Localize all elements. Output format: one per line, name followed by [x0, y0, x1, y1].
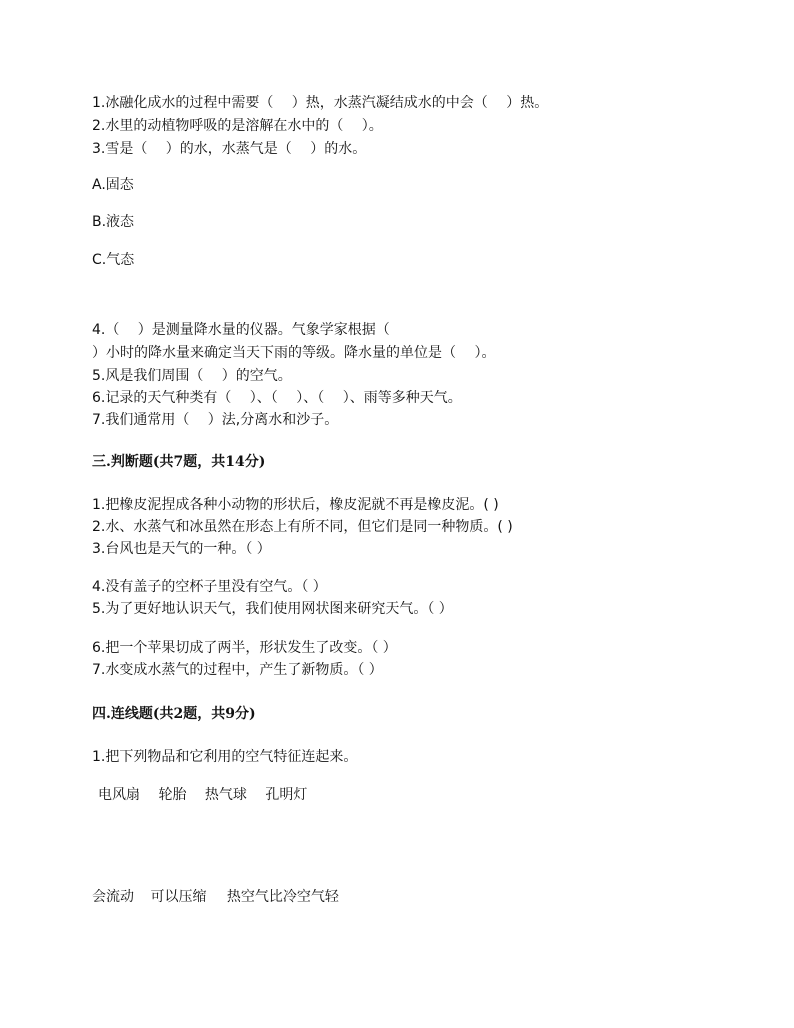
object-tire: 轮胎	[158, 787, 187, 803]
option-a: A.固态	[92, 177, 134, 193]
judge-item-5: 5.为了更好地认识天气，我们使用网状图来研究天气。（ ）	[92, 601, 453, 617]
object-kongming-lantern: 孔明灯	[265, 787, 308, 803]
question-4-continued: ）小时的降水量来确定当天下雨的等级。降水量的单位是（ ）。	[92, 345, 496, 361]
feature-flows: 会流动	[92, 889, 134, 905]
question-3-text: 3.雪是（ ）的水，水蒸气是（ ）的水。	[92, 141, 367, 157]
question-5-text: 5.风是我们周围（ ）的空气。	[92, 368, 292, 384]
option-c: C.气态	[92, 252, 135, 268]
matching-objects-row	[98, 786, 307, 804]
judge-item-7: 7.水变成水蒸气的过程中，产生了新物质。（ ）	[92, 662, 383, 678]
option-b: B.液态	[92, 214, 135, 230]
matching-features-row	[92, 888, 339, 906]
matching-question-1: 1.把下列物品和它利用的空气特征连起来。	[92, 749, 358, 765]
section-3-heading: 三.判断题(共7题，共14分)	[92, 454, 266, 470]
feature-hot-air-lighter: 热空气比冷空气轻	[226, 889, 339, 905]
object-hot-air-balloon: 热气球	[204, 787, 247, 803]
object-electric-fan: 电风扇	[98, 787, 140, 803]
judge-item-2: 2.水、水蒸气和冰虽然在形态上有所不同，但它们是同一种物质。( )	[92, 519, 513, 535]
question-2-text: 2.水里的动植物呼吸的是溶解在水中的（ ）。	[92, 118, 383, 134]
judge-item-6: 6.把一个苹果切成了两半，形状发生了改变。（ ）	[92, 640, 397, 656]
judge-item-3: 3.台风也是天气的一种。（ ）	[92, 541, 271, 557]
judge-item-4: 4.没有盖子的空杯子里没有空气。（ ）	[92, 579, 327, 595]
section-4-heading: 四.连线题(共2题，共9分)	[92, 706, 256, 722]
question-7-text: 7.我们通常用（ ）法,分离水和沙子。	[92, 412, 339, 428]
feature-compressible: 可以压缩	[150, 889, 207, 905]
judge-item-1: 1.把橡皮泥捏成各种小动物的形状后，橡皮泥就不再是橡皮泥。( )	[92, 497, 499, 513]
question-6-text: 6.记录的天气种类有（ ）、（ ）、（ ）、雨等多种天气。	[92, 390, 462, 406]
question-1-text: 1.冰融化成水的过程中需要（ ）热，水蒸汽凝结成水的中会（ ）热。	[92, 95, 549, 111]
question-4-text: 4.（ ）是测量降水量的仪器。气象学家根据（	[92, 322, 390, 338]
